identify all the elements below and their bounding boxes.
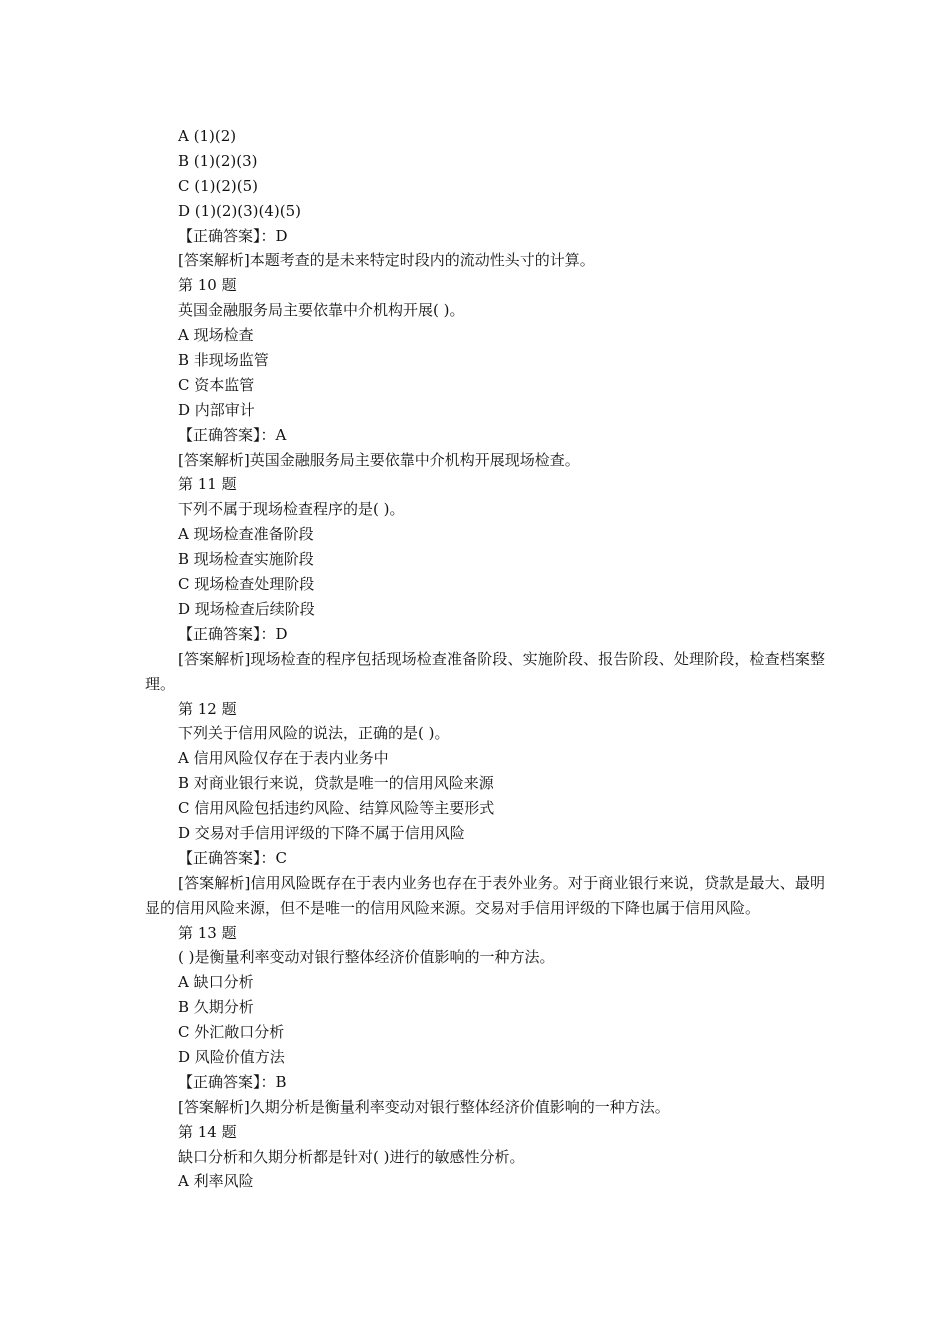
option-b-q11: B 现场检查实施阶段 — [178, 550, 314, 569]
option-d-q11: D 现场检查后续阶段 — [178, 599, 315, 618]
question-text-12: 下列关于信用风险的说法，正确的是( )。 — [178, 724, 450, 743]
option-a-q12: A 信用风险仅存在于表内业务中 — [178, 749, 389, 768]
explanation-q13: [答案解析]久期分析是衡量利率变动对银行整体经济价值影响的一种方法。 — [178, 1097, 670, 1116]
option-d-q10: D 内部审计 — [178, 400, 255, 419]
option-c-q11: C 现场检查处理阶段 — [178, 575, 315, 594]
question-number-10: 第 10 题 — [178, 276, 237, 295]
option-b-q10: B 非现场监管 — [178, 351, 269, 370]
explanation-q12: [答案解析]信用风险既存在于表内业务也存在于表外业务。对于商业银行来说，贷款是最大、最明显的信用风险来源，但不是唯一的信用风险来源。交易对手信用评级的下降也属于信用风险。 — [145, 873, 825, 917]
answer-q11: 【正确答案】：D — [178, 624, 288, 643]
option-b-q9: B (1)(2)(3) — [178, 151, 258, 170]
explanation-q9: [答案解析]本题考查的是未来特定时段内的流动性头寸的计算。 — [178, 251, 595, 270]
question-text-13: ( )是衡量利率变动对银行整体经济价值影响的一种方法。 — [178, 948, 555, 967]
document-page — [145, 124, 825, 1194]
answer-q9: 【正确答案】：D — [178, 226, 288, 245]
option-a-q10: A 现场检查 — [178, 326, 254, 345]
option-b-q12: B 对商业银行来说，贷款是唯一的信用风险来源 — [178, 774, 494, 793]
option-a-q13: A 缺口分析 — [178, 973, 254, 992]
question-number-13: 第 13 题 — [178, 923, 237, 942]
option-d-q9: D (1)(2)(3)(4)(5) — [178, 201, 302, 220]
question-text-14: 缺口分析和久期分析都是针对( )进行的敏感性分析。 — [178, 1147, 525, 1166]
explanation-q11: [答案解析]现场检查的程序包括现场检查准备阶段、实施阶段、报告阶段、处理阶段，检查档案整理。 — [145, 649, 825, 693]
answer-q12: 【正确答案】：C — [178, 848, 287, 867]
answer-q10: 【正确答案】：A — [178, 425, 287, 444]
option-d-q12: D 交易对手信用评级的下降不属于信用风险 — [178, 823, 465, 842]
option-a-q9: A (1)(2) — [178, 127, 237, 145]
question-number-14: 第 14 题 — [178, 1122, 237, 1141]
option-c-q13: C 外汇敞口分析 — [178, 1023, 285, 1042]
option-c-q12: C 信用风险包括违约风险、结算风险等主要形式 — [178, 799, 495, 818]
answer-q13: 【正确答案】：B — [178, 1072, 287, 1091]
question-text-10: 英国金融服务局主要依靠中介机构开展( )。 — [178, 301, 465, 320]
option-a-q14: A 利率风险 — [178, 1172, 254, 1191]
option-c-q10: C 资本监管 — [178, 375, 255, 394]
option-d-q13: D 风险价值方法 — [178, 1048, 285, 1067]
option-b-q13: B 久期分析 — [178, 998, 254, 1017]
explanation-q10: [答案解析]英国金融服务局主要依靠中介机构开展现场检查。 — [178, 450, 580, 469]
question-text-11: 下列不属于现场检查程序的是( )。 — [178, 500, 405, 519]
option-c-q9: C (1)(2)(5) — [178, 176, 258, 195]
question-number-11: 第 11 题 — [178, 475, 237, 494]
question-number-12: 第 12 题 — [178, 699, 237, 718]
option-a-q11: A 现场检查准备阶段 — [178, 525, 314, 544]
